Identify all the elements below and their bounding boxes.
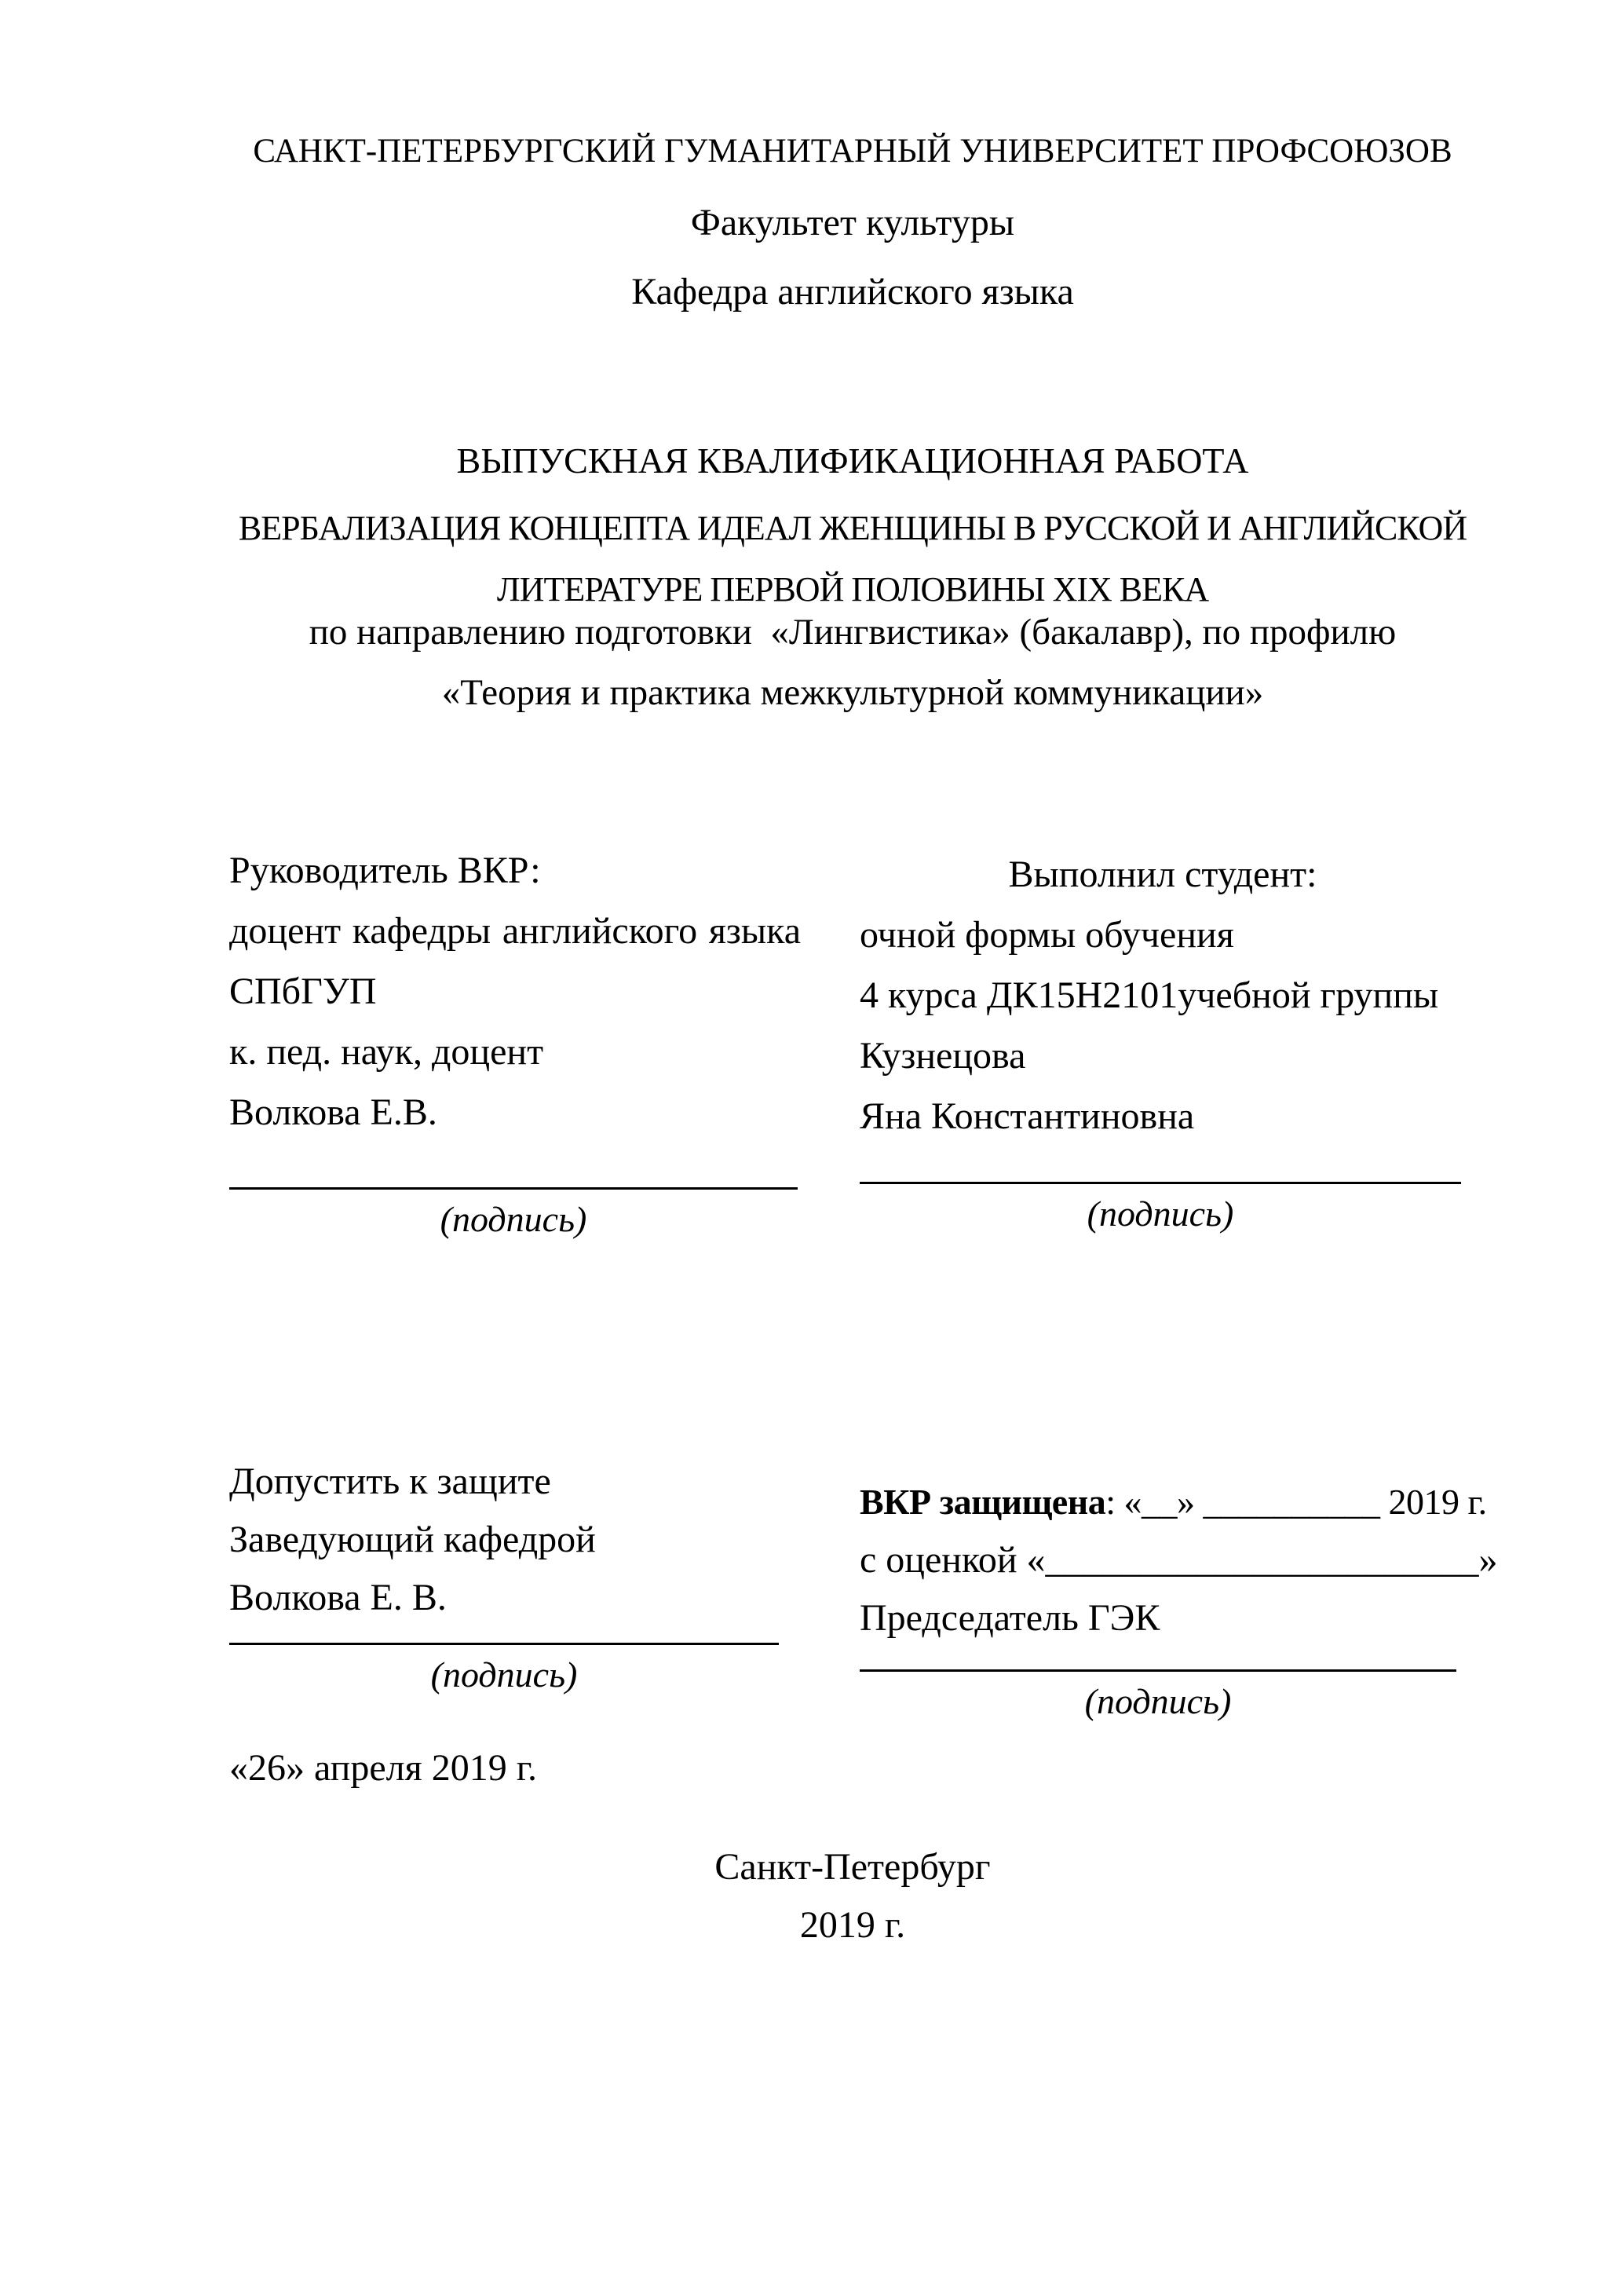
supervisor-name: Волкова Е.В. — [229, 1091, 437, 1133]
student-group-line: 4 курса ДК15Н2101учебной группы — [860, 974, 1439, 1016]
student-study-form: очной формы обучения — [860, 914, 1234, 956]
student-surname: Кузнецова — [860, 1035, 1026, 1077]
student-heading: Выполнил студент: — [1008, 854, 1317, 895]
admission-line-2: Заведующий кафедрой — [229, 1519, 596, 1560]
student-signature-caption: (подпись) — [1087, 1194, 1234, 1234]
student-signature-line — [860, 1182, 1461, 1184]
supervisor-degree: к. пед. наук, доцент — [229, 1031, 544, 1073]
admission-signature-line — [229, 1643, 779, 1645]
supervisor-signature-line — [229, 1187, 798, 1190]
thesis-title — [157, 498, 1548, 620]
defense-block — [860, 1473, 1498, 1725]
defense-defended-label: ВКР защищена — [860, 1482, 1106, 1522]
supervisor-block — [229, 840, 801, 1243]
thesis-title-line-2: ЛИТЕРАТУРЕ ПЕРВОЙ ПОЛОВИНЫ XIX ВЕКА — [496, 570, 1209, 609]
defense-defended-rest: : «__» __________ 2019 г. — [1105, 1482, 1487, 1522]
supervisor-signature-caption: (подпись) — [440, 1199, 587, 1239]
department-line: Кафедра английского языка — [631, 271, 1074, 313]
thesis-title-line-1: ВЕРБАЛИЗАЦИЯ КОНЦЕПТА ИДЕАЛ ЖЕНЩИНЫ В РУССКОЙ И АНГЛИЙСКОЙ — [238, 509, 1467, 547]
supervisor-position: доцент кафедры английского языка — [229, 910, 801, 952]
admission-head-name: Волкова Е. В. — [229, 1577, 447, 1618]
admission-date-line: «26» апреля 2019 г. — [229, 1747, 537, 1789]
work-type-title: ВЫПУСКНАЯ КВАЛИФИКАЦИОННАЯ РАБОТА — [456, 441, 1249, 481]
defense-signature-line — [860, 1669, 1456, 1672]
footer-year: 2019 г. — [799, 1904, 906, 1946]
admission-signature-caption: (подпись) — [430, 1654, 578, 1695]
defense-date-line — [860, 1473, 1487, 1531]
supervisor-heading: Руководитель ВКР: — [229, 850, 541, 891]
university-name: САНКТ-ПЕТЕРБУРГСКИЙ ГУМАНИТАРНЫЙ УНИВЕРСИТЕТ ПРОФСОЮЗОВ — [253, 133, 1452, 170]
defense-signature-caption: (подпись) — [1084, 1681, 1232, 1721]
admission-line-1: Допустить к защите — [229, 1461, 551, 1502]
defense-chairman-line: Председатель ГЭК — [860, 1597, 1160, 1639]
admission-block — [229, 1453, 801, 1797]
faculty-line: Факультет культуры — [690, 202, 1015, 243]
profile-line: «Теория и практика межкультурной коммуникации» — [441, 672, 1264, 713]
program-line: по направлению подготовки «Лингвистика» (бакалавр), по профилю — [309, 612, 1397, 653]
student-block — [860, 844, 1466, 1238]
footer-city: Санкт-Петербург — [714, 1846, 991, 1888]
supervisor-org: СПбГУП — [229, 971, 377, 1012]
defense-grade-line: с оценкой «_______________________» — [860, 1539, 1498, 1581]
student-name-patronymic: Яна Константиновна — [860, 1095, 1195, 1137]
